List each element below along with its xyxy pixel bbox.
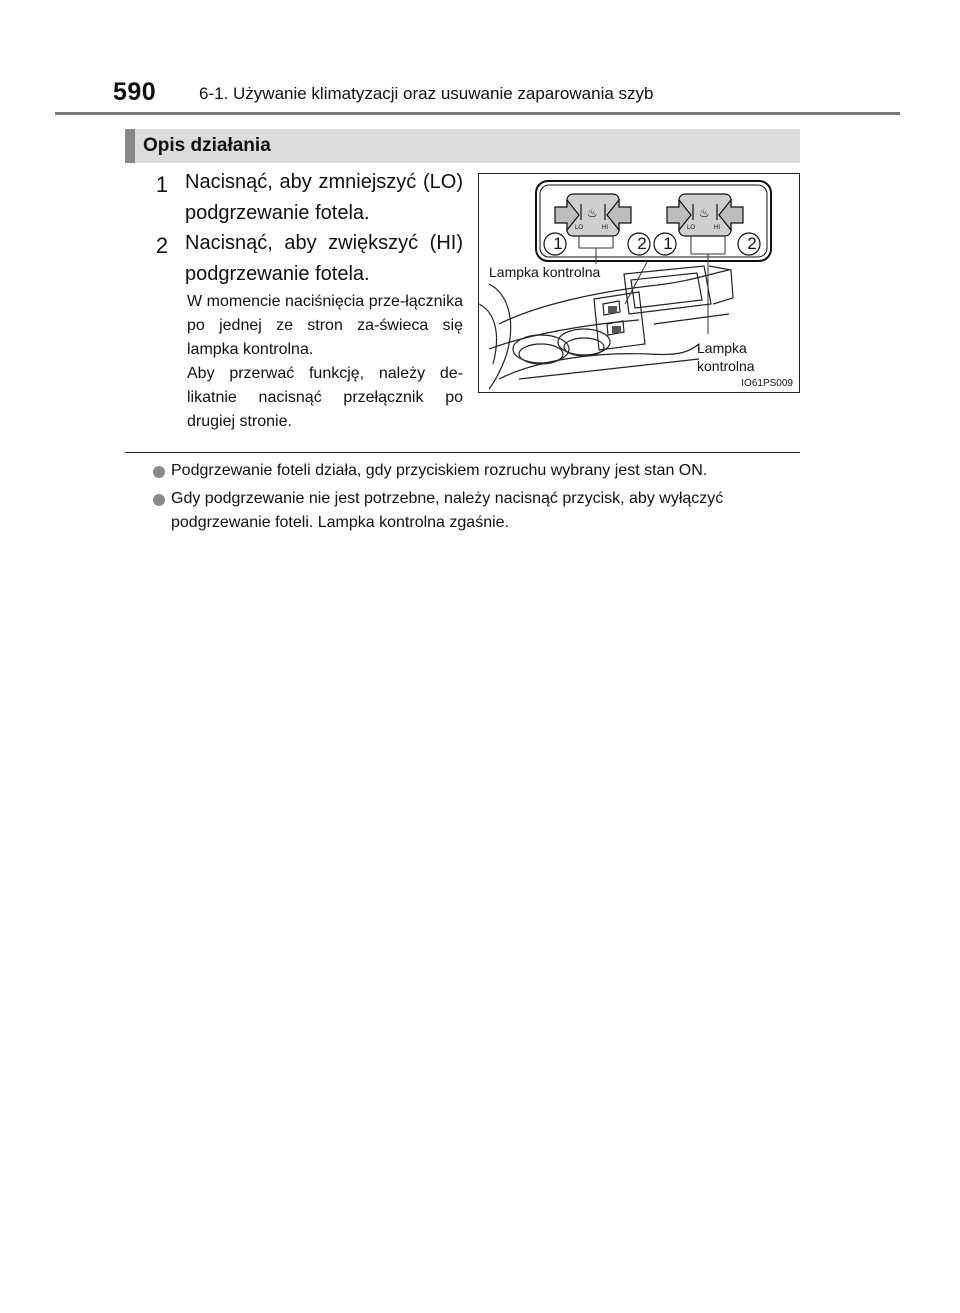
chapter-title: 6-1. Używanie klimatyzacji oraz usuwanie zaparowania szyb xyxy=(199,84,654,103)
bullet-dot-icon xyxy=(153,466,165,478)
illustration-code: IO61PS009 xyxy=(741,378,793,389)
indicator-label-right-line2: kontrolna xyxy=(697,358,755,374)
item-number: 1 xyxy=(155,172,169,197)
note-paragraph: W momencie naciśnięcia prze-łącznika po jednej ze stron za-świeca się lampka kontrolna. xyxy=(187,293,463,358)
section-heading-bar xyxy=(125,129,800,163)
item-number-badge xyxy=(151,172,173,198)
seat-heater-illustration xyxy=(478,173,800,393)
section-accent xyxy=(125,129,135,163)
indicator-label-left: Lampka kontrolna xyxy=(489,264,601,280)
item-text: Nacisnąć, aby zmniejszyć (LO) podgrzewanie fotela. xyxy=(185,171,463,224)
callout-2-right: 2 xyxy=(747,234,757,253)
switch-hi-label-right: HI xyxy=(714,225,720,231)
page-number: 590 xyxy=(113,78,157,106)
bullet-text: Podgrzewanie foteli działa, gdy przyciskiem rozruchu wybrany jest stan ON. xyxy=(171,462,708,479)
note-paragraph: Aby przerwać funkcję, należy de-likatnie nacisnąć przełącznik po drugiej stronie. xyxy=(187,365,463,430)
item-number: 2 xyxy=(155,233,169,258)
svg-text:♨: ♨ xyxy=(587,206,598,220)
switch-hi-label-left: HI xyxy=(602,225,608,231)
item-text: Nacisnąć, aby zwiększyć (HI) podgrzewanie fotela. xyxy=(185,232,463,285)
item-number-badge xyxy=(151,233,173,259)
switch-lo-label-right: LO xyxy=(687,225,696,231)
section-title: Opis działania xyxy=(143,135,271,156)
page-header xyxy=(0,0,960,116)
switch-lo-label-left: LO xyxy=(575,225,584,231)
section-divider xyxy=(125,452,800,453)
bullet-dot-icon xyxy=(153,494,165,506)
callout-1-left: 1 xyxy=(553,234,563,253)
indicator-label-right-line1: Lampka xyxy=(697,340,747,356)
bullet-text: Gdy podgrzewanie nie jest potrzebne, należy nacisnąć przycisk, aby wyłączyć podgrzewanie foteli. Lampka kontrolna zgaśnie. xyxy=(171,490,724,531)
callout-1-right: 1 xyxy=(663,234,673,253)
header-rule xyxy=(55,112,900,115)
svg-text:♨: ♨ xyxy=(699,206,710,220)
callout-2-left: 2 xyxy=(637,234,647,253)
